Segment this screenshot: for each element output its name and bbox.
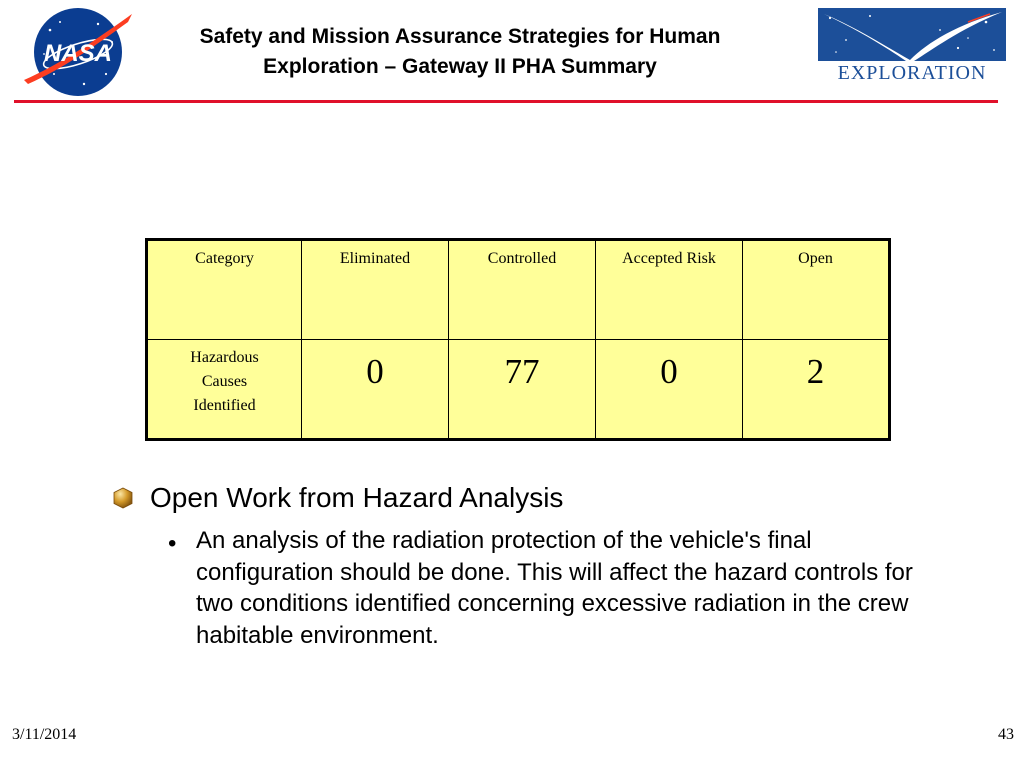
nasa-logo (20, 4, 136, 100)
header-controlled: Controlled (449, 240, 596, 340)
open-value: 2 (743, 340, 890, 440)
category-line: Causes (201, 373, 248, 390)
sub-bullet-marker: • (168, 530, 177, 557)
category-line: Hazardous (190, 349, 259, 366)
title-line-1: Safety and Mission Assurance Strategies for Human (199, 25, 721, 48)
eliminated-value: 0 (302, 340, 449, 440)
pha-summary-table (145, 238, 891, 441)
header-open: Open (743, 240, 890, 340)
header-eliminated: Eliminated (302, 240, 449, 340)
row-category-cell (147, 340, 302, 440)
exploration-logo-text: EXPLORATION (837, 62, 987, 82)
header-category: Category (147, 240, 302, 340)
bullet-text: An analysis of the radiation protection of the vehicle's final configuration should be done. This will affect the hazard controls for two conditions identified concerning excessive radiation in the crew habitable environment. (196, 527, 913, 649)
category-line: Identified (193, 397, 256, 414)
nasa-logo-text: NASA (43, 40, 113, 67)
table-row (147, 340, 890, 440)
exploration-logo (818, 8, 1006, 82)
gold-bullet-icon (112, 487, 134, 509)
header-accepted-risk: Accepted Risk (596, 240, 743, 340)
title-line-2: Exploration – Gateway II PHA Summary (263, 55, 657, 78)
footer-date: 3/11/2014 (12, 726, 77, 743)
page-number: 43 (998, 726, 1014, 743)
controlled-value: 77 (449, 340, 596, 440)
accepted-risk-value: 0 (596, 340, 743, 440)
section-heading: Open Work from Hazard Analysis (150, 482, 564, 513)
header-divider (14, 100, 998, 103)
page-title (140, 22, 780, 82)
table-header-row (147, 240, 890, 340)
